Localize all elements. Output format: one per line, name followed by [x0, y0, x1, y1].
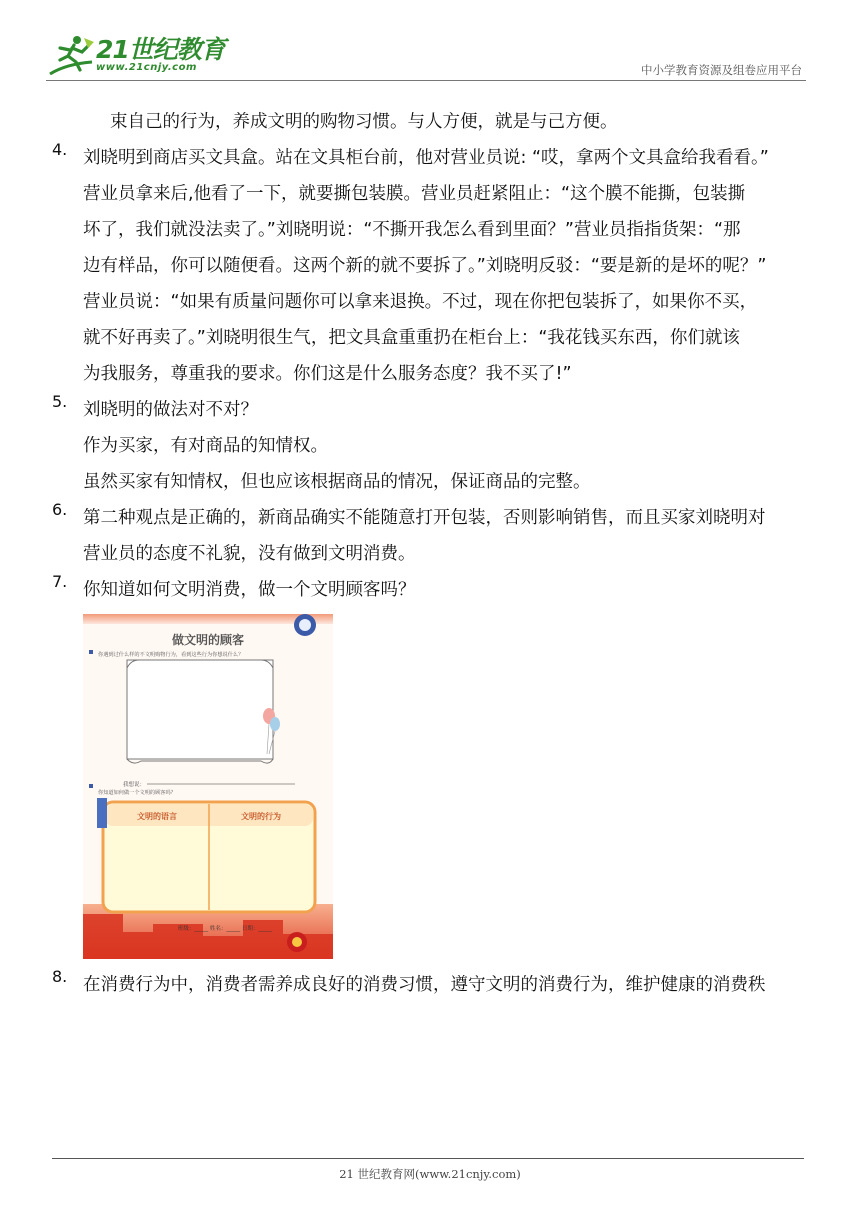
logo-url: www.21cnjy.com	[96, 62, 197, 73]
site-logo	[46, 34, 226, 80]
runner-icon	[46, 34, 96, 80]
item-number: 6.	[52, 500, 68, 519]
page-footer: 21 世纪教育网(www.21cnjy.com)	[339, 1167, 521, 1181]
list-item-6	[52, 500, 812, 572]
list-item-4	[52, 140, 812, 392]
item-line: 为我服务，尊重我的要求。你们这是什么服务态度？我不买了!”	[83, 364, 572, 384]
logo-text: 21世纪教育	[96, 35, 225, 64]
footer-divider	[52, 1158, 804, 1159]
item-number: 7.	[52, 572, 68, 591]
item-line: 营业员的态度不礼貌，没有做到文明消费。	[83, 544, 416, 564]
item-line: 边有样品，你可以随便看。这两个新的就不要拆了。”刘晓明反驳：“要是新的是坏的呢？”	[83, 256, 767, 276]
item-line: 营业员拿来后,他看了一下，就要撕包装膜。营业员赶紧阻止：“这个膜不能撕，包装撕	[83, 184, 746, 204]
worksheet-q2: 你知道如何做一个文明的顾客吗？	[98, 790, 176, 796]
worksheet-my-thought: 我想说：	[123, 782, 146, 788]
item-line: 你知道如何文明消费，做一个文明顾客吗？	[83, 580, 416, 600]
item-number: 4.	[52, 140, 68, 159]
header-divider	[46, 80, 806, 81]
item-line: 第二种观点是正确的，新商品确实不能随意打开包装，否则影响销售，而且买家刘晓明对	[83, 508, 766, 528]
worksheet-title: 做文明的顾客	[171, 633, 245, 647]
page-header	[0, 0, 860, 90]
item-line: 虽然买家有知情权，但也应该根据商品的情况，保证商品的完整。	[83, 472, 591, 492]
item-line: 刘晓明到商店买文具盒。站在文具柜台前，他对营业员说: “哎，拿两个文具盒给我看看。”	[83, 148, 769, 168]
worksheet-illustration	[83, 614, 333, 959]
worksheet-col2: 文明的行为	[241, 812, 281, 821]
list-item-8	[52, 967, 812, 1003]
document-body	[52, 104, 812, 1003]
continuation-text: 束自己的行为，养成文明的购物习惯。与人方便，就是与己方便。	[110, 112, 618, 132]
worksheet-footer-fields: 班级：_____ 姓名：_____ 日期：_____	[177, 926, 273, 932]
item-line: 营业员说：“如果有质量问题你可以拿来退换。不过，现在你把包装拆了，如果你不买，	[83, 292, 758, 312]
platform-label: 中小学教育资源及组卷应用平台	[641, 63, 802, 77]
list-item-7	[52, 572, 812, 608]
item-number: 5.	[52, 392, 68, 411]
item-line: 刘晓明的做法对不对？	[83, 400, 258, 420]
rocket-icon	[97, 798, 107, 828]
item-line: 在消费行为中，消费者需养成良好的消费习惯，遵守文明的消费行为，维护健康的消费秩	[83, 975, 766, 995]
worksheet-image	[83, 614, 333, 959]
list-item-5	[52, 392, 812, 500]
item-line: 坏了，我们就没法卖了。”刘晓明说：“不撕开我怎么看到里面？”营业员指指货架：“那	[83, 220, 741, 240]
item-number: 8.	[52, 967, 68, 986]
item-line: 就不好再卖了。”刘晓明很生气，把文具盒重重扔在柜台上：“我花钱买东西，你们就该	[83, 328, 740, 348]
worksheet-q1: 你遇到过什么样的不文明购物行为，看到这些行为你想说什么？	[98, 652, 244, 658]
item-line: 作为买家，有对商品的知情权。	[83, 436, 328, 456]
worksheet-col1: 文明的语言	[137, 812, 177, 821]
